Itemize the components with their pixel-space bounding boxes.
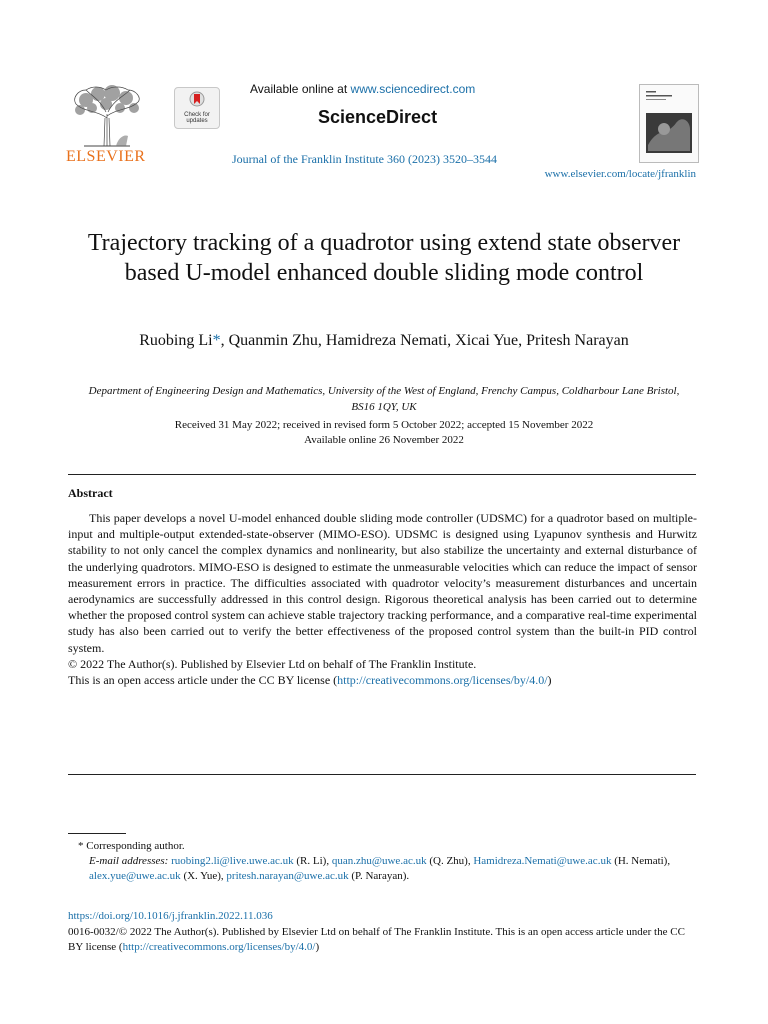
bookmark-icon xyxy=(189,91,205,109)
license-suffix: ) xyxy=(547,673,552,688)
available-online-prefix: Available online at xyxy=(250,82,351,96)
article-title: Trajectory tracking of a quadrotor using extend state observer based U-model enhanced double sliding mode control xyxy=(87,230,681,286)
email-owner: (Q. Zhu), xyxy=(426,855,474,867)
email-addresses xyxy=(68,854,697,884)
journal-cover-thumbnail xyxy=(639,84,699,163)
footnote-divider xyxy=(68,833,126,834)
doi-block xyxy=(68,909,697,956)
license-prefix: This is an open access article under the CC BY license ( xyxy=(68,673,338,688)
email-label: E-mail addresses: xyxy=(89,855,169,867)
abstract-copyright: © 2022 The Author(s). Published by Elsevier Ltd on behalf of The Franklin Institute. xyxy=(68,656,477,671)
platform-name: ScienceDirect xyxy=(318,107,438,127)
article-dates xyxy=(80,418,688,448)
check-updates-label: Check for updates xyxy=(184,112,210,124)
available-online xyxy=(250,82,475,96)
email-owner: (P. Narayan). xyxy=(348,870,410,882)
journal-url-link[interactable]: www.elsevier.com/locate/jfranklin xyxy=(544,168,696,180)
license-suffix: ) xyxy=(315,941,320,953)
received-dates: Received 31 May 2022; received in revised form 5 October 2022; accepted 15 November 2022 xyxy=(174,419,594,431)
abstract-heading: Abstract xyxy=(68,486,113,500)
email-link[interactable]: Hamidreza.Nemati@uwe.ac.uk xyxy=(473,855,612,867)
publisher-wordmark: ELSEVIER xyxy=(66,148,146,165)
author-list xyxy=(110,330,658,352)
author-rest: , Quanmin Zhu, Hamidreza Nemati, Xicai Yue, Pritesh Narayan xyxy=(220,332,629,349)
available-online-date: Available online 26 November 2022 xyxy=(304,434,464,446)
footnotes xyxy=(68,839,697,884)
email-link[interactable]: quan.zhu@uwe.ac.uk xyxy=(331,855,427,867)
license-link[interactable]: http://creativecommons.org/licenses/by/4.0/ xyxy=(122,941,316,953)
email-owner: (H. Nemati), xyxy=(611,855,671,867)
sciencedirect-link[interactable]: www.sciencedirect.com xyxy=(350,82,476,96)
email-owner: (R. Li), xyxy=(293,855,332,867)
email-link[interactable]: pritesh.narayan@uwe.ac.uk xyxy=(226,870,349,882)
email-owner: (X. Yue), xyxy=(180,870,227,882)
license-link[interactable]: http://creativecommons.org/licenses/by/4.0/ xyxy=(337,673,548,688)
issn-text: 0016-0032/© 2022 The Author(s). Published by Elsevier Ltd on behalf of The Franklin Institute. This is an open access article under the CC BY license ( xyxy=(68,925,685,953)
email-link[interactable]: ruobing2.li@live.uwe.ac.uk xyxy=(171,855,294,867)
abstract-text: This paper develops a novel U-model enhanced double sliding mode controller (UDSMC) for a quadrotor based on multiple-input and multiple-output extended-state-observer (MIMO-ESO). UDSMC is designed using Lyapunov synthesis and Hurwitz stability to not only cancel the complex dynamics and nonlinearity, but also stabilize the uncertainty and external disturbance of the underlying quadrotors. MIMO-ESO is designed to estimate the unmeasurable velocities which can reduce the impact of sensor measurement errors in practice. The difficulties associated with quadrotor velocity’s measurement disturbances and uncertain aerodynamics are successfully addressed in this control design. Rigorous theoretical analysis has been carried out to determine whether the proposed control system can achieve stable trajectory tracking performance, and a comparative real-time experimental study has also been carried out to verify the better effectiveness of the proposed control system than the built-in PID control system. xyxy=(68,511,697,655)
corresponding-author-note: * Corresponding author. xyxy=(78,840,185,852)
abstract-license xyxy=(68,672,697,688)
affiliation: Department of Engineering Design and Mathematics, University of the West of England, Frenchy Campus, Coldharbour Lane Bristol, BS16 1QY, UK xyxy=(88,385,680,413)
abstract xyxy=(68,510,697,688)
check-for-updates-badge[interactable] xyxy=(174,87,220,129)
journal-citation-link[interactable]: Journal of the Franklin Institute 360 (2023) 3520–3544 xyxy=(232,152,497,166)
corresponding-author-marker[interactable]: * xyxy=(212,332,221,349)
email-link[interactable]: alex.yue@uwe.ac.uk xyxy=(89,870,181,882)
author-first: Ruobing Li xyxy=(139,332,213,349)
divider-bottom xyxy=(68,774,696,775)
doi-link[interactable]: https://doi.org/10.1016/j.jfranklin.2022.11.036 xyxy=(68,910,273,922)
divider-top xyxy=(68,474,696,475)
issn-line xyxy=(68,925,697,956)
